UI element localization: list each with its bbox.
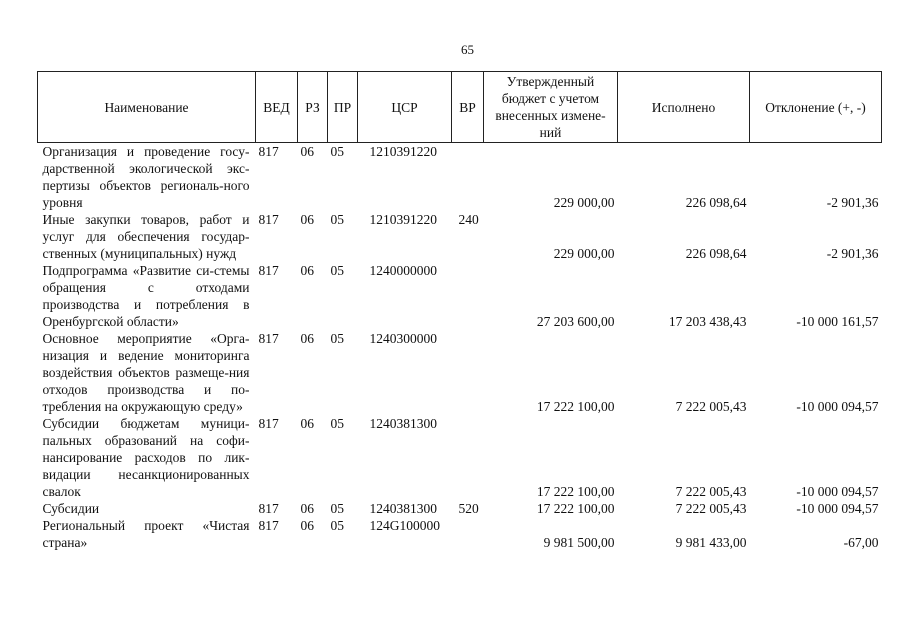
row-csr: 1240000000 xyxy=(369,263,437,278)
row-rz: 06 xyxy=(300,331,314,346)
row-csr: 1210391220 xyxy=(369,212,437,227)
row-ved: 817 xyxy=(258,416,279,431)
row-csr: 124G100000 xyxy=(369,518,440,533)
row-executed: 7 222 005,43 xyxy=(675,399,747,414)
row-executed: 17 203 438,43 xyxy=(668,314,747,329)
row-approved: 9 981 500,00 xyxy=(543,535,615,550)
row-pr: 05 xyxy=(330,518,344,533)
row-name: Подпрограмма «Развитие си-стемы обращения с отходами производства и потребления в Оренбургской области» xyxy=(42,263,250,329)
row-executed: 226 098,64 xyxy=(685,246,747,261)
row-rz: 06 xyxy=(300,144,314,159)
row-vr: 520 xyxy=(458,501,479,516)
row-rz: 06 xyxy=(300,212,314,227)
header-name: Наименование xyxy=(38,72,256,143)
row-deviation: -2 901,36 xyxy=(826,246,879,261)
row-executed: 7 222 005,43 xyxy=(675,501,747,516)
row-approved: 17 222 100,00 xyxy=(536,399,615,414)
row-deviation: -2 901,36 xyxy=(826,195,879,210)
row-name: Организация и проведение госу-дарственной экологической экс-пертизы объектов региональ-ного уровня xyxy=(42,144,250,210)
row-pr: 05 xyxy=(330,144,344,159)
row-ved: 817 xyxy=(258,501,279,516)
row-vr: 240 xyxy=(458,212,479,227)
row-name: Основное мероприятие «Орга-низация и ведение мониторинга воздействия объектов размеще-ния отходов производства и по-требления на окружающую среду» xyxy=(42,331,250,414)
row-csr: 1240381300 xyxy=(369,416,437,431)
row-approved: 17 222 100,00 xyxy=(536,484,615,499)
table-row xyxy=(38,262,882,330)
row-rz: 06 xyxy=(300,501,314,516)
row-deviation: -10 000 161,57 xyxy=(796,314,879,329)
header-deviation: Отклонение (+, -) xyxy=(750,72,882,143)
row-csr: 1240381300 xyxy=(369,501,437,516)
row-vr xyxy=(452,517,484,551)
row-ved: 817 xyxy=(258,144,279,159)
row-ved: 817 xyxy=(258,212,279,227)
row-name: Иные закупки товаров, работ и услуг для обеспечения государ-ственных (муниципальных) нужд xyxy=(42,212,250,261)
header-approved: Утвержденный бюджет с учетом внесенных измене-ний xyxy=(484,72,618,143)
budget-table xyxy=(37,71,882,551)
row-pr: 05 xyxy=(330,501,344,516)
table-header-row xyxy=(38,72,882,143)
row-deviation: -10 000 094,57 xyxy=(796,484,879,499)
table-row xyxy=(38,500,882,517)
header-pr: ПР xyxy=(328,72,358,143)
row-ved: 817 xyxy=(258,518,279,533)
row-approved: 229 000,00 xyxy=(553,195,615,210)
header-executed: Исполнено xyxy=(618,72,750,143)
table-row xyxy=(38,211,882,262)
row-deviation: -10 000 094,57 xyxy=(796,399,879,414)
row-deviation: -67,00 xyxy=(843,535,879,550)
header-vr: ВР xyxy=(452,72,484,143)
row-name: Региональный проект «Чистая страна» xyxy=(42,518,250,550)
row-pr: 05 xyxy=(330,212,344,227)
row-pr: 05 xyxy=(330,263,344,278)
row-name: Субсидии xyxy=(42,501,100,516)
row-pr: 05 xyxy=(330,331,344,346)
row-pr: 05 xyxy=(330,416,344,431)
row-executed: 7 222 005,43 xyxy=(675,484,747,499)
row-executed: 226 098,64 xyxy=(685,195,747,210)
header-csr: ЦСР xyxy=(358,72,452,143)
row-rz: 06 xyxy=(300,518,314,533)
row-approved: 27 203 600,00 xyxy=(536,314,615,329)
row-executed: 9 981 433,00 xyxy=(675,535,747,550)
row-name: Субсидии бюджетам муници-пальных образований на софи-нансирование расходов по лик-видации несанкционированных свалок xyxy=(42,416,250,499)
row-deviation: -10 000 094,57 xyxy=(796,501,879,516)
page-number: 65 xyxy=(461,42,474,57)
table-row xyxy=(38,143,882,212)
row-ved: 817 xyxy=(258,331,279,346)
row-vr xyxy=(452,330,484,415)
row-csr: 1210391220 xyxy=(369,144,437,159)
row-rz: 06 xyxy=(300,416,314,431)
row-rz: 06 xyxy=(300,263,314,278)
row-approved: 229 000,00 xyxy=(553,246,615,261)
header-ved: ВЕД xyxy=(256,72,298,143)
header-rz: РЗ xyxy=(298,72,328,143)
table-row xyxy=(38,415,882,500)
table-row xyxy=(38,517,882,551)
row-approved: 17 222 100,00 xyxy=(536,501,615,516)
row-ved: 817 xyxy=(258,263,279,278)
table-row xyxy=(38,330,882,415)
row-csr: 1240300000 xyxy=(369,331,437,346)
row-vr xyxy=(452,262,484,330)
row-vr xyxy=(452,143,484,212)
row-vr xyxy=(452,415,484,500)
